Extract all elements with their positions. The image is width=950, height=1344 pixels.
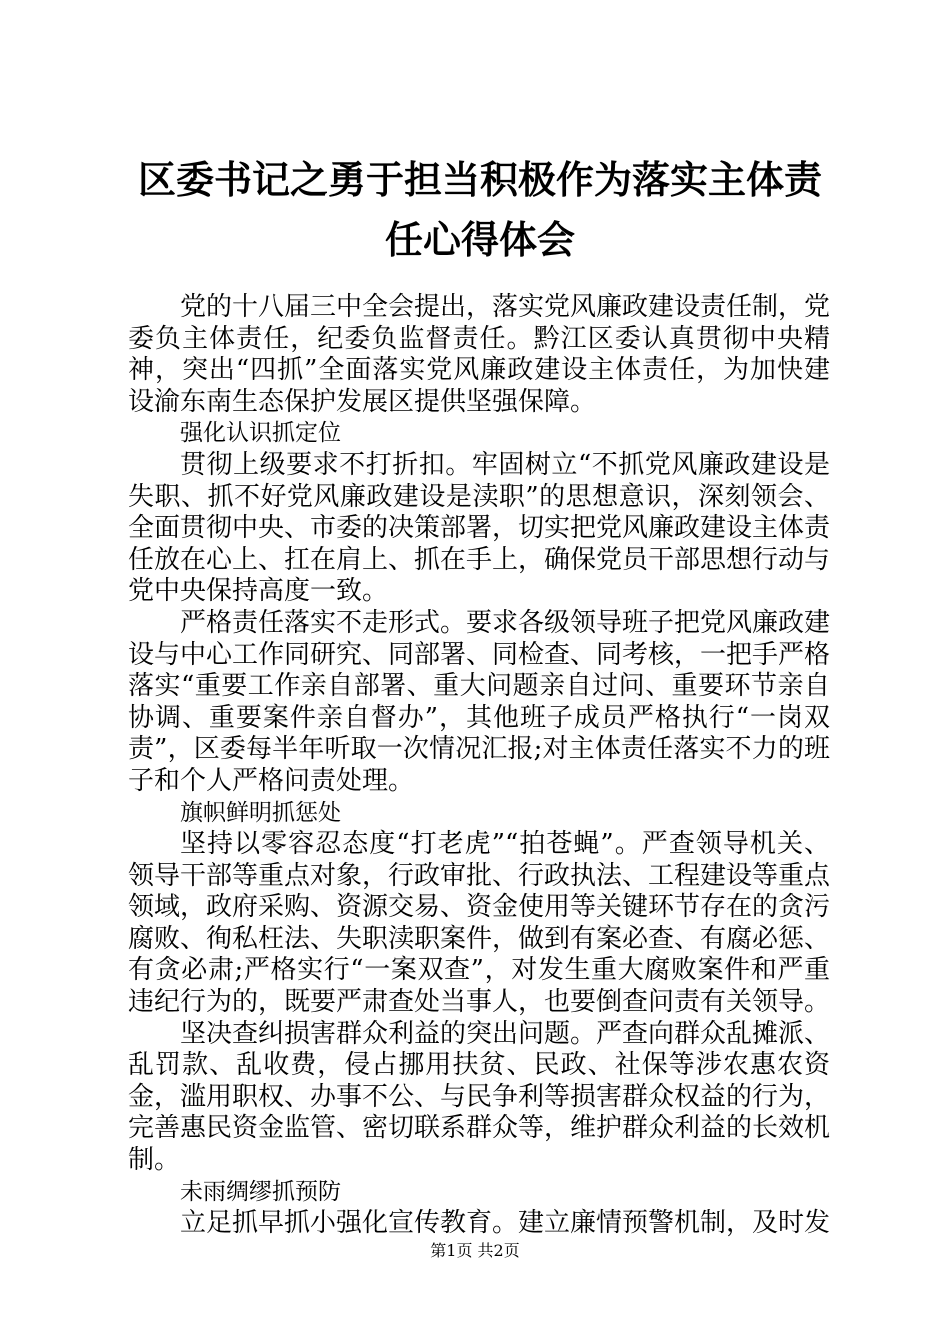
section-heading: 旗帜鲜明抓惩处: [180, 799, 341, 826]
body-paragraph: 严格责任落实不走形式。要求各级领导班子把党风廉政建设与中心工作同研究、同部署、同检查、同考核，一把手严格落实“重要工作亲自部署、重大问题亲自过问、重要环节亲自协调、重要案件亲自督办”，其他班子成员严格执行“一岗双责”，区委每半年听取一次情况汇报;对主体责任落实不力的班子和个人严格问责处理。: [128, 607, 831, 796]
body-paragraph: 党的十八届三中全会提出，落实党风廉政建设责任制，党委负主体责任，纪委负监督责任。黔江区委认真贯彻中央精神，突出“四抓”全面落实党风廉政建设主体责任，为加快建设渝东南生态保护发展区提供坚强保障。: [128, 292, 831, 417]
document-title: 区委书记之勇于担当积极作为落实主体责任心得体会: [137, 158, 822, 262]
page-number-footer: 第1页 共2页: [430, 1241, 520, 1260]
section-heading: 未雨绸缪抓预防: [180, 1178, 341, 1205]
document-body: [128, 292, 830, 1240]
section-heading: 强化认识抓定位: [180, 420, 341, 447]
body-paragraph: 立足抓早抓小强化宣传教育。建立廉情预警机制，及时发: [180, 1208, 831, 1239]
body-paragraph: 贯彻上级要求不打折扣。牢固树立“不抓党风廉政建设是失职、抓不好党风廉政建设是渎职”的思想意识，深刻领会、全面贯彻中央、市委的决策部署，切实把党风廉政建设主体责任放在心上、扛在肩上、抓在手上，确保党员干部思想行动与党中央保持高度一致。: [128, 449, 831, 607]
body-paragraph: 坚决查纠损害群众利益的突出问题。严查向群众乱摊派、乱罚款、乱收费，侵占挪用扶贫、民政、社保等涉农惠农资金，滥用职权、办事不公、与民争利等损害群众权益的行为，完善惠民资金监管、密切联系群众等，维护群众利益的长效机制。: [128, 1018, 831, 1176]
body-paragraph: 坚持以零容忍态度“打老虎”“拍苍蝇”。严查领导机关、领导干部等重点对象，行政审批、行政执法、工程建设等重点领域，政府采购、资源交易、资金使用等关键环节存在的贪污腐败、徇私枉法、失职渎职案件，做到有案必查、有腐必惩、有贪必肃;严格实行“一案双查”，对发生重大腐败案件和严重违纪行为的，既要严肃查处当事人，也要倒查问责有关领导。: [128, 829, 831, 1018]
